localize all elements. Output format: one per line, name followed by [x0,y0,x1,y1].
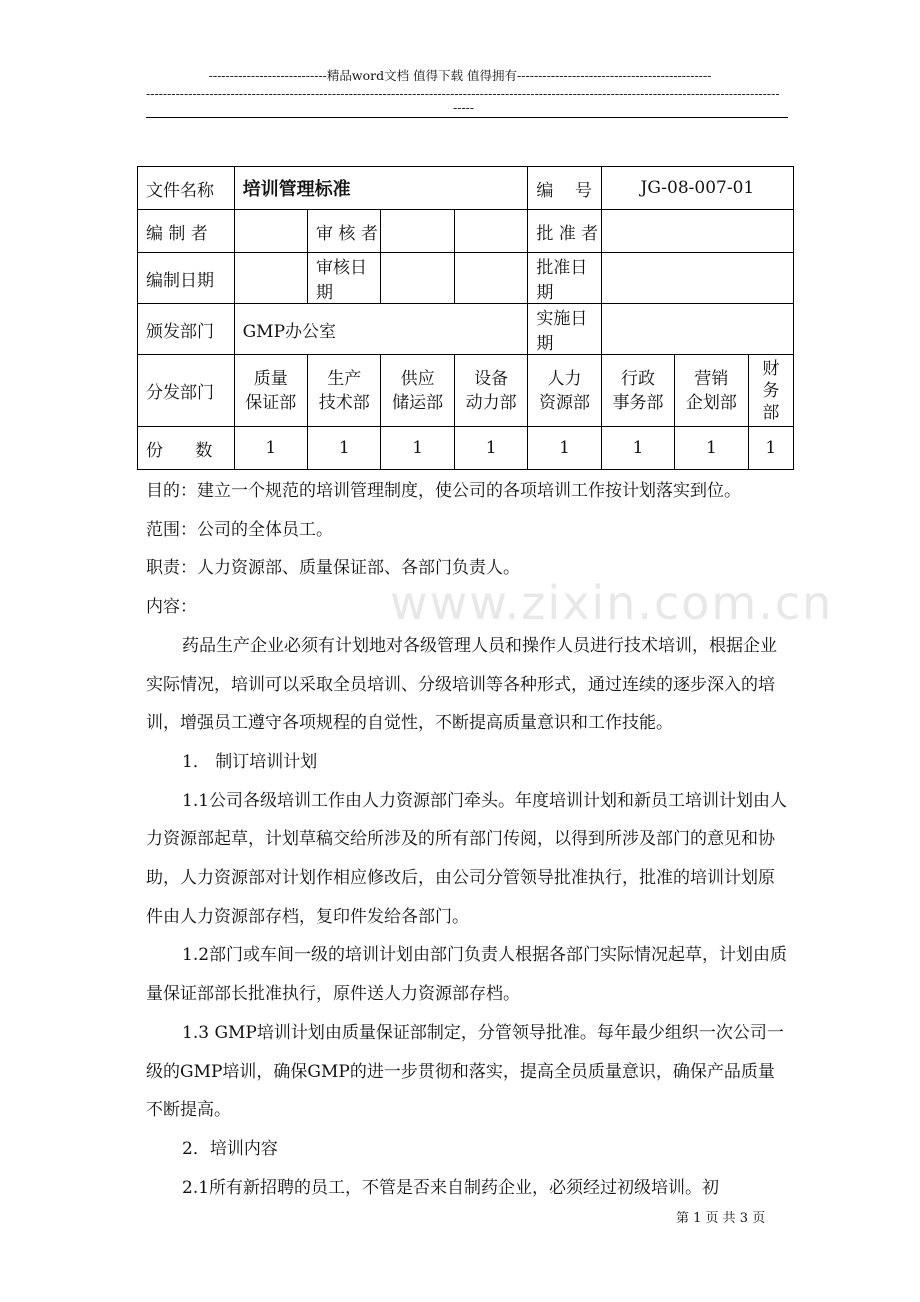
copies-cell: 1 [601,427,674,470]
header-line-3: ----- [453,100,475,115]
dept-administration [601,355,674,427]
copies-cell: 1 [381,427,454,470]
dept-line: 质量 [253,368,288,389]
dept-line: 资源部 [539,392,591,413]
dept-finance [748,355,793,427]
reviewer-value [381,210,454,253]
blank-cell [454,210,527,253]
dept-line: 技术部 [318,392,370,413]
document-info-table [137,166,794,470]
distribution-label: 分发部门 [138,355,235,427]
approver-label: 批 准 者 [528,210,601,253]
compile-date-label: 编制日期 [138,253,235,304]
compile-date-value [234,253,307,304]
copies-cell: 1 [675,427,748,470]
dept-line: 务 [762,380,780,401]
paragraph-1-2: 1.2部门或车间一级的培训计划由部门负责人根据各部门实际情况起草，计划由质量保证部部长批准执行，原件送人力资源部存档。 [146,945,788,1005]
approver-value [601,210,793,253]
review-date-value [381,253,454,304]
header-line-1: ----------------------------精品word文档 值得下载 值得拥有---------------------------------------------- [208,68,712,83]
duty-paragraph: 职责：人力资源部、质量保证部、各部门负责人。 [146,558,520,579]
purpose-paragraph: 目的：建立一个规范的培训管理制度，使公司的各项培训工作按计划落实到位。 [146,481,741,501]
review-date-label: 审核日期 [308,253,381,304]
content-heading: 内容： [146,597,197,618]
section-2-heading: 2．培训内容 [182,1138,278,1159]
paragraph-1-1: 1.1公司各级培训工作由人力资源部门牵头。年度培训计划和新员工培训计划由人力资源部起草，计划草稿交给所涉及的所有部门传阅，以得到所涉及部门的意见和协助，人力资源部对计划作相应修改后，由公司分管领导批准执行，批准的培训计划原件由人力资源部存档，复印件发给各部门。 [146,790,788,927]
dept-line: 供应 [400,368,435,389]
copies-label: 份 数 [138,427,235,470]
code-label: 编 号 [528,167,601,210]
copies-cell: 1 [748,427,793,470]
dept-line: 设备 [474,368,509,389]
scope-paragraph: 范围：公司的全体员工。 [146,519,333,540]
copies-cell: 1 [528,427,601,470]
dept-human-resources [528,355,601,427]
dept-line: 财 [762,358,780,379]
intro-paragraph: 药品生产企业必须有计划地对各级管理人员和操作人员进行技术培训，根据企业实际情况，培训可以采取全员培训、分级培训等各种形式，通过连续的逐步深入的培训，增强员工遵守各项规程的自觉性，不断提高质量意识和工作技能。 [146,635,777,734]
dept-line: 部 [762,402,780,423]
approve-date-value [601,253,793,304]
blank-cell [454,253,527,304]
paragraph-1-3: 1.3 GMP培训计划由质量保证部制定，分管领导批准。每年最少组织一次公司一级的GMP培训，确保GMP的进一步贯彻和落实，提高全员质量意识，确保产品质量不断提高。 [146,1022,784,1121]
issue-dept-label: 颁发部门 [138,304,235,355]
document-body [146,472,788,1207]
header-line-2: ------------------------------------------------------------------------------------------------------------------------------------------------------ [146,86,780,101]
compiler-value [234,210,307,253]
dept-line: 企划部 [685,392,737,413]
dept-equipment-power [454,355,527,427]
header-rule [146,117,788,118]
watermark: www.zixin.com.cn [390,576,834,630]
paragraph-2-1: 2.1所有新招聘的员工，不管是否来自制药企业，必须经过初级培训。初 [182,1177,720,1198]
issue-dept-value: GMP办公室 [234,304,528,355]
dept-marketing [675,355,748,427]
compiler-label: 编 制 者 [138,210,235,253]
dept-line: 动力部 [465,392,517,413]
page-footer: 第 1 页 共 3 页 [676,1211,766,1226]
dept-supply-storage [381,355,454,427]
dept-line: 人力 [547,368,582,389]
copies-cell: 1 [454,427,527,470]
dept-quality-assurance [234,355,307,427]
dept-line: 储运部 [392,392,444,413]
effective-date-value [601,304,793,355]
dept-line: 行政 [620,368,655,389]
section-1-heading: 1． 制订培训计划 [182,751,318,772]
copies-cell: 1 [308,427,381,470]
effective-date-label: 实施日期 [528,304,601,355]
code-value: JG-08-007-01 [601,167,793,210]
approve-date-label: 批准日期 [528,253,601,304]
dept-production-tech [308,355,381,427]
reviewer-label: 审 核 者 [308,210,381,253]
dept-line: 营销 [694,368,729,389]
dept-line: 保证部 [245,392,297,413]
file-name-label: 文件名称 [138,167,235,210]
dept-line: 事务部 [612,392,664,413]
file-name-value: 培训管理标准 [234,167,528,210]
copies-cell: 1 [234,427,307,470]
dept-line: 生产 [327,368,362,389]
